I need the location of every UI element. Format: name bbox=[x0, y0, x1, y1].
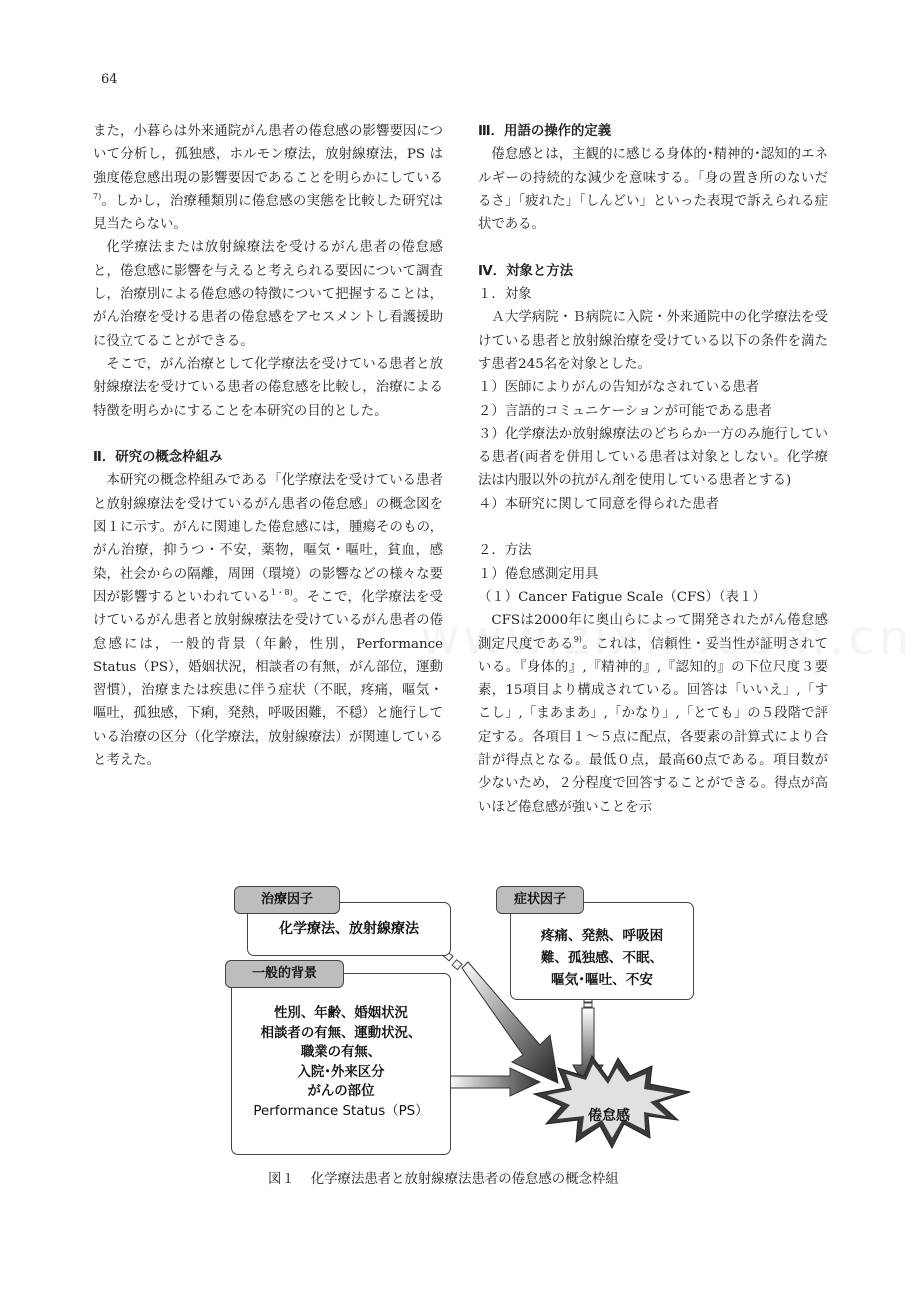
subsection-heading: （１）Cancer Fatigue Scale（CFS）（表１） bbox=[478, 589, 766, 605]
symptom-factor-box bbox=[510, 902, 694, 1000]
paragraph: CFSは2000年に奥山らによって開発されたがん倦怠感測定尺度である$^{9)}$。これは，信頼性・妥当性が証明されている。『身体的』,『精神的』,『認知的』の下位尺度３要素，15項目より構成されている。回答は「いいえ」,「すこし」,「まあまあ」,「かなり」,「とても」の５段階で評定する。各項目１～５点に配点，各要素の計算式により合計が得点となる。最低０点，最高60点である。項目数が少ないため，２分程度で回答することができる。得点が高いほど倦怠感が強いことを示 bbox=[478, 613, 829, 815]
paragraph: Ａ大学病院・Ｂ病院に入院・外来通院中の化学療法を受けている患者と放射線治療を受けている以下の条件を満たす患者245名を対象とした。 bbox=[478, 310, 828, 372]
page-number: 64 bbox=[101, 72, 118, 87]
fatigue-label: 倦怠感 bbox=[588, 1108, 630, 1124]
paragraph: 倦怠感とは，主観的に感じる身体的･精神的･認知的エネルギーの持続的な減少を意味する。「身の置き所のないだるさ」「疲れた」「しんどい」といった表現で訴えられる症状である。 bbox=[478, 147, 828, 233]
list-item: ２）言語的コミュニケーションが可能である患者 bbox=[478, 403, 772, 419]
concept-figure bbox=[220, 880, 700, 1170]
performance-status-text: Performance Status（PS） bbox=[253, 1103, 429, 1119]
section-heading: Ⅳ．対象と方法 bbox=[478, 263, 574, 279]
figure-number: 図１ bbox=[268, 1172, 295, 1187]
list-item: １）医師によりがんの告知がなされている患者 bbox=[478, 380, 760, 396]
figure-caption bbox=[268, 1168, 619, 1187]
general-background-tag: 一般的背景 bbox=[225, 960, 344, 988]
section-heading: Ⅲ．用語の操作的定義 bbox=[478, 124, 612, 139]
paragraph: 本研究の概念枠組みである「化学療法を受けている患者と放射線療法を受けているがん患者の倦怠感」の概念図を図１に示す。がんに関連した倦怠感には，腫瘍そのもの，がん治療，抑うつ・不安，薬物，嘔気・嘔吐，貧血，感染，社会からの隔離，周囲（環境）の影響などの様々な要因が影響するといわれている$^{1・8)}$。そこで，化学療法を受けているがん患者と放射線療法を受けているがん患者の倦怠感には，一般的背景（年齢，性別，Performance Status（PS），婚姻状況，相談者の有無，がん部位，運動習慣），治療または疾患に伴う症状（不眠，疼痛，嘔気・嘔吐，孤独感，下痢，発熱，呼吸困難，不穏）と施行している治療の区分（化学療法，放射線療法）が関連していると考えた。 bbox=[93, 473, 443, 769]
treatment-factor-text: 化学療法、放射線療法 bbox=[279, 921, 419, 937]
figure-caption-text: 化学療法患者と放射線療法患者の倦怠感の概念枠組 bbox=[310, 1172, 619, 1187]
paragraph: 化学療法または放射線療法を受けるがん患者の倦怠感と，倦怠感に影響を与えると考えられる要因について調査し，治療別による倦怠感の特徴について把握することは，がん治療を受ける患者の倦怠感をアセスメントし看護援助に役立てることができる。 bbox=[93, 240, 443, 349]
symptom-factor-text: 疼痛、発熱、呼吸困 難、孤独感、不眠、 嘔気･嘔吐、不安 bbox=[540, 928, 664, 988]
list-item: ３）化学療法か放射線療法のどちらか一方のみ施行している患者(両者を併用している患者は対象としない。化学療法は内服以外の抗がん剤を使用している患者とする) bbox=[478, 426, 828, 489]
paragraph: そこで，がん治療として化学療法を受けている患者と放射線療法を受けている患者の倦怠感を比較し，治療による特徴を明らかにすることを本研究の目的とした。 bbox=[93, 356, 443, 419]
general-background-text: 性別、年齢、婚姻状況 相談者の有無、運動状況、 職業の有無、 入院･外来区分 がんの部位 bbox=[260, 1006, 422, 1099]
subsection-heading: ２．方法 bbox=[478, 543, 532, 559]
subsection-heading: １．対象 bbox=[478, 287, 532, 303]
list-item: ４）本研究に関して同意を得られた患者 bbox=[478, 496, 720, 512]
arrow-general bbox=[436, 1068, 540, 1096]
paragraph: また，小暮らは外来通院がん患者の倦怠感の影響要因について分析し，孤独感，ホルモン療法，放射線療法，PS は強度倦怠感出現の影響要因であることを明らかにしている$^{7)}$。しかし，治療種類別に倦怠感の実態を比較した研究は見当たらない。 bbox=[93, 124, 443, 233]
section-heading: Ⅱ．研究の概念枠組み bbox=[93, 450, 223, 466]
watermark bbox=[420, 610, 913, 666]
general-background-box bbox=[231, 973, 451, 1155]
left-column bbox=[93, 120, 443, 772]
symptom-factor-tag: 症状因子 bbox=[496, 886, 584, 914]
right-column bbox=[478, 120, 828, 819]
subsection-heading: １）倦怠感測定用具 bbox=[478, 566, 599, 582]
treatment-factor-tag: 治療因子 bbox=[234, 886, 340, 914]
